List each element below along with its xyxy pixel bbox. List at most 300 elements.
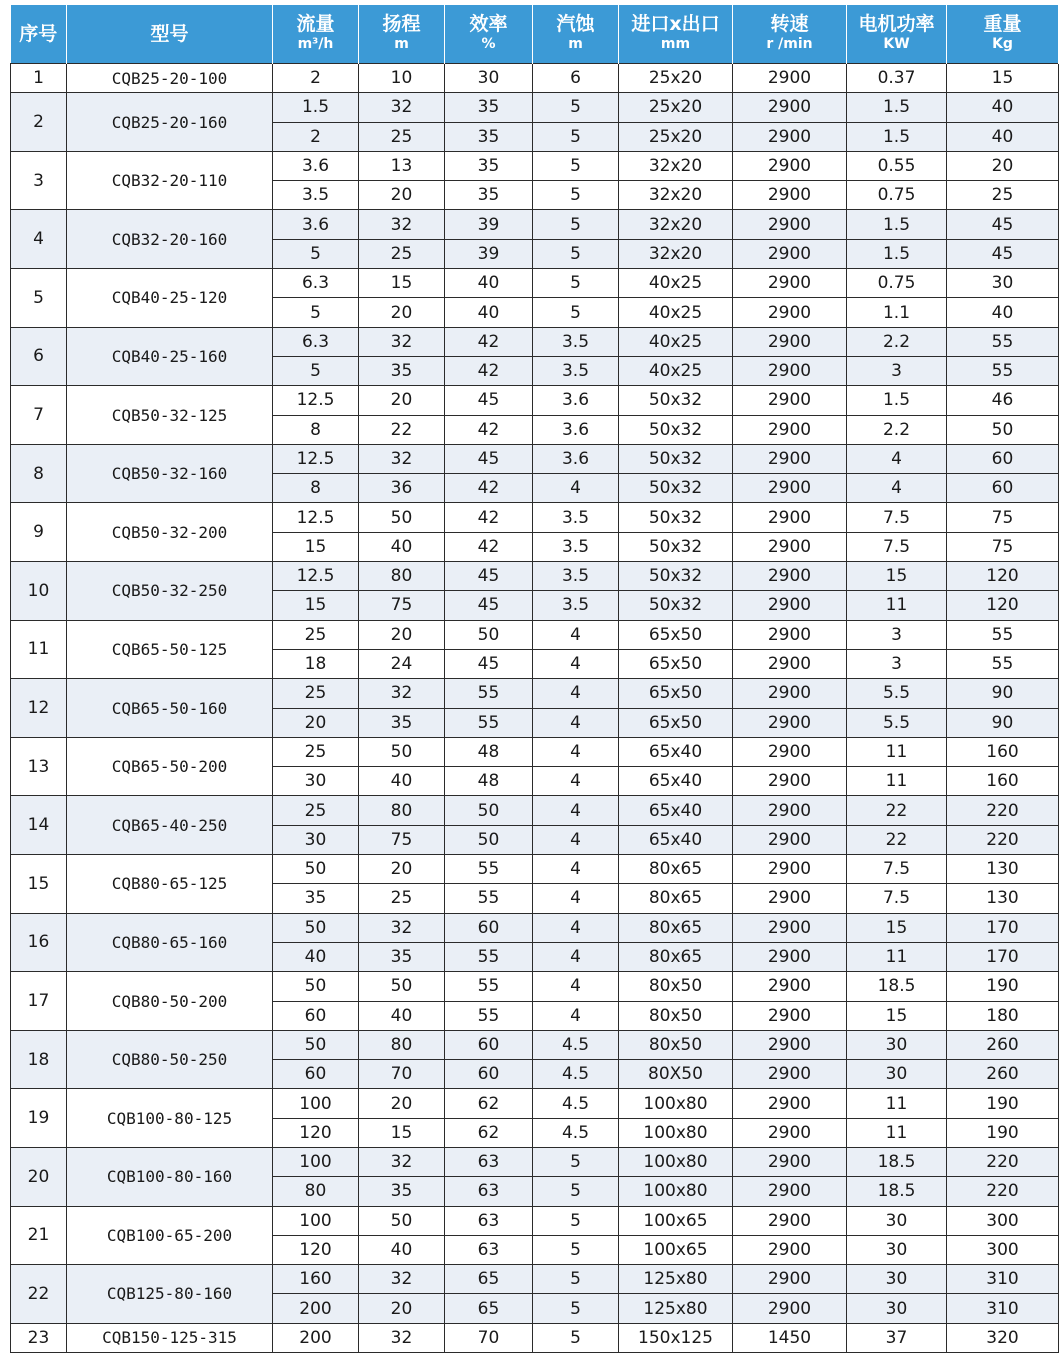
weight-cell: 55 bbox=[947, 649, 1059, 678]
header-no-label: 序号 bbox=[19, 23, 58, 45]
efficiency-cell: 55 bbox=[445, 942, 533, 971]
weight-cell: 120 bbox=[947, 591, 1059, 620]
efficiency-cell: 39 bbox=[445, 210, 533, 239]
npsh-cell: 4 bbox=[533, 913, 619, 942]
weight-cell: 220 bbox=[947, 796, 1059, 825]
efficiency-cell: 55 bbox=[445, 679, 533, 708]
speed-cell: 2900 bbox=[733, 532, 847, 561]
head-cell: 50 bbox=[359, 972, 445, 1001]
weight-cell: 40 bbox=[947, 298, 1059, 327]
flow-cell: 25 bbox=[273, 737, 359, 766]
efficiency-cell: 55 bbox=[445, 855, 533, 884]
model-cell: CQB32-20-160 bbox=[67, 210, 273, 269]
flow-cell: 8 bbox=[273, 474, 359, 503]
efficiency-cell: 63 bbox=[445, 1177, 533, 1206]
head-cell: 32 bbox=[359, 1323, 445, 1352]
inlet-outlet-cell: 65x50 bbox=[619, 679, 733, 708]
npsh-cell: 4 bbox=[533, 737, 619, 766]
weight-cell: 160 bbox=[947, 737, 1059, 766]
power-cell: 4 bbox=[847, 444, 947, 473]
head-cell: 32 bbox=[359, 1265, 445, 1294]
model-cell: CQB50-32-125 bbox=[67, 386, 273, 445]
speed-cell: 2900 bbox=[733, 1206, 847, 1235]
efficiency-cell: 42 bbox=[445, 474, 533, 503]
speed-cell: 2900 bbox=[733, 767, 847, 796]
header-inlet-outlet-label: 进口x出口 bbox=[631, 13, 720, 35]
flow-cell: 3.5 bbox=[273, 181, 359, 210]
efficiency-cell: 30 bbox=[445, 64, 533, 93]
header-power-label: 电机功率 bbox=[858, 13, 935, 35]
head-cell: 32 bbox=[359, 1147, 445, 1176]
npsh-cell: 3.6 bbox=[533, 444, 619, 473]
power-cell: 15 bbox=[847, 1001, 947, 1030]
efficiency-cell: 45 bbox=[445, 649, 533, 678]
efficiency-cell: 60 bbox=[445, 1060, 533, 1089]
power-cell: 3 bbox=[847, 649, 947, 678]
head-cell: 25 bbox=[359, 884, 445, 913]
efficiency-cell: 63 bbox=[445, 1206, 533, 1235]
head-cell: 75 bbox=[359, 591, 445, 620]
npsh-cell: 3.5 bbox=[533, 503, 619, 532]
inlet-outlet-cell: 65x40 bbox=[619, 737, 733, 766]
inlet-outlet-cell: 80x65 bbox=[619, 942, 733, 971]
inlet-outlet-cell: 100x65 bbox=[619, 1206, 733, 1235]
efficiency-cell: 35 bbox=[445, 181, 533, 210]
header-flow bbox=[273, 5, 359, 64]
weight-cell: 130 bbox=[947, 884, 1059, 913]
row-number-cell: 11 bbox=[11, 620, 67, 679]
inlet-outlet-cell: 65x50 bbox=[619, 708, 733, 737]
row-number-cell: 23 bbox=[11, 1323, 67, 1352]
inlet-outlet-cell: 65x50 bbox=[619, 649, 733, 678]
head-cell: 80 bbox=[359, 796, 445, 825]
head-cell: 32 bbox=[359, 93, 445, 122]
flow-cell: 2 bbox=[273, 122, 359, 151]
npsh-cell: 5 bbox=[533, 239, 619, 268]
head-cell: 20 bbox=[359, 298, 445, 327]
row-number-cell: 18 bbox=[11, 1030, 67, 1089]
power-cell: 3 bbox=[847, 356, 947, 385]
speed-cell: 2900 bbox=[733, 93, 847, 122]
speed-cell: 2900 bbox=[733, 972, 847, 1001]
row-number-cell: 7 bbox=[11, 386, 67, 445]
flow-cell: 160 bbox=[273, 1265, 359, 1294]
inlet-outlet-cell: 50x32 bbox=[619, 444, 733, 473]
npsh-cell: 5 bbox=[533, 298, 619, 327]
pump-spec-table bbox=[10, 5, 1059, 1353]
inlet-outlet-cell: 40x25 bbox=[619, 269, 733, 298]
efficiency-cell: 42 bbox=[445, 532, 533, 561]
npsh-cell: 4 bbox=[533, 972, 619, 1001]
npsh-cell: 4 bbox=[533, 474, 619, 503]
flow-cell: 15 bbox=[273, 532, 359, 561]
inlet-outlet-cell: 40x25 bbox=[619, 298, 733, 327]
head-cell: 70 bbox=[359, 1060, 445, 1089]
weight-cell: 60 bbox=[947, 474, 1059, 503]
header-flow-label: 流量 bbox=[296, 13, 335, 35]
model-cell: CQB80-65-125 bbox=[67, 855, 273, 914]
inlet-outlet-cell: 50x32 bbox=[619, 474, 733, 503]
model-cell: CQB80-65-160 bbox=[67, 913, 273, 972]
efficiency-cell: 45 bbox=[445, 386, 533, 415]
weight-cell: 55 bbox=[947, 327, 1059, 356]
npsh-cell: 4 bbox=[533, 708, 619, 737]
row-number-cell: 6 bbox=[11, 327, 67, 386]
efficiency-cell: 60 bbox=[445, 1030, 533, 1059]
npsh-cell: 4.5 bbox=[533, 1089, 619, 1118]
row-number-cell: 21 bbox=[11, 1206, 67, 1265]
flow-cell: 100 bbox=[273, 1147, 359, 1176]
head-cell: 22 bbox=[359, 415, 445, 444]
inlet-outlet-cell: 25x20 bbox=[619, 64, 733, 93]
weight-cell: 220 bbox=[947, 1147, 1059, 1176]
flow-cell: 2 bbox=[273, 64, 359, 93]
efficiency-cell: 50 bbox=[445, 620, 533, 649]
flow-cell: 12.5 bbox=[273, 444, 359, 473]
model-cell: CQB50-32-200 bbox=[67, 503, 273, 562]
power-cell: 30 bbox=[847, 1235, 947, 1264]
efficiency-cell: 70 bbox=[445, 1323, 533, 1352]
inlet-outlet-cell: 80x50 bbox=[619, 1001, 733, 1030]
power-cell: 2.2 bbox=[847, 327, 947, 356]
table-row bbox=[11, 737, 1059, 766]
efficiency-cell: 50 bbox=[445, 796, 533, 825]
flow-cell: 25 bbox=[273, 620, 359, 649]
head-cell: 32 bbox=[359, 679, 445, 708]
flow-cell: 6.3 bbox=[273, 327, 359, 356]
speed-cell: 2900 bbox=[733, 620, 847, 649]
weight-cell: 60 bbox=[947, 444, 1059, 473]
flow-cell: 25 bbox=[273, 679, 359, 708]
row-number-cell: 16 bbox=[11, 913, 67, 972]
head-cell: 80 bbox=[359, 1030, 445, 1059]
power-cell: 1.5 bbox=[847, 386, 947, 415]
power-cell: 22 bbox=[847, 796, 947, 825]
weight-cell: 30 bbox=[947, 269, 1059, 298]
efficiency-cell: 45 bbox=[445, 444, 533, 473]
speed-cell: 2900 bbox=[733, 679, 847, 708]
speed-cell: 2900 bbox=[733, 122, 847, 151]
weight-cell: 310 bbox=[947, 1294, 1059, 1323]
head-cell: 80 bbox=[359, 562, 445, 591]
weight-cell: 220 bbox=[947, 825, 1059, 854]
weight-cell: 300 bbox=[947, 1235, 1059, 1264]
weight-cell: 45 bbox=[947, 239, 1059, 268]
table-row bbox=[11, 620, 1059, 649]
flow-cell: 12.5 bbox=[273, 386, 359, 415]
npsh-cell: 4 bbox=[533, 679, 619, 708]
inlet-outlet-cell: 100x65 bbox=[619, 1235, 733, 1264]
efficiency-cell: 55 bbox=[445, 1001, 533, 1030]
npsh-cell: 3.5 bbox=[533, 327, 619, 356]
power-cell: 18.5 bbox=[847, 1147, 947, 1176]
flow-cell: 80 bbox=[273, 1177, 359, 1206]
efficiency-cell: 65 bbox=[445, 1294, 533, 1323]
speed-cell: 2900 bbox=[733, 1030, 847, 1059]
table-row bbox=[11, 210, 1059, 239]
model-cell: CQB100-80-125 bbox=[67, 1089, 273, 1148]
header-row bbox=[11, 5, 1059, 64]
row-number-cell: 17 bbox=[11, 972, 67, 1031]
efficiency-cell: 40 bbox=[445, 298, 533, 327]
row-number-cell: 4 bbox=[11, 210, 67, 269]
head-cell: 32 bbox=[359, 913, 445, 942]
weight-cell: 40 bbox=[947, 93, 1059, 122]
table-row bbox=[11, 679, 1059, 708]
npsh-cell: 3.6 bbox=[533, 415, 619, 444]
flow-cell: 6.3 bbox=[273, 269, 359, 298]
model-cell: CQB40-25-160 bbox=[67, 327, 273, 386]
power-cell: 11 bbox=[847, 942, 947, 971]
flow-cell: 1.5 bbox=[273, 93, 359, 122]
speed-cell: 2900 bbox=[733, 1147, 847, 1176]
inlet-outlet-cell: 32x20 bbox=[619, 181, 733, 210]
model-cell: CQB100-80-160 bbox=[67, 1147, 273, 1206]
row-number-cell: 10 bbox=[11, 562, 67, 621]
power-cell: 1.1 bbox=[847, 298, 947, 327]
inlet-outlet-cell: 80x65 bbox=[619, 913, 733, 942]
inlet-outlet-cell: 150x125 bbox=[619, 1323, 733, 1352]
power-cell: 1.5 bbox=[847, 210, 947, 239]
header-flow-unit: m³/h bbox=[297, 36, 334, 52]
npsh-cell: 3.5 bbox=[533, 532, 619, 561]
weight-cell: 310 bbox=[947, 1265, 1059, 1294]
table-row bbox=[11, 386, 1059, 415]
weight-cell: 160 bbox=[947, 767, 1059, 796]
efficiency-cell: 45 bbox=[445, 562, 533, 591]
efficiency-cell: 55 bbox=[445, 708, 533, 737]
head-cell: 13 bbox=[359, 151, 445, 180]
inlet-outlet-cell: 80x50 bbox=[619, 972, 733, 1001]
speed-cell: 2900 bbox=[733, 415, 847, 444]
inlet-outlet-cell: 25x20 bbox=[619, 93, 733, 122]
row-number-cell: 15 bbox=[11, 855, 67, 914]
power-cell: 7.5 bbox=[847, 855, 947, 884]
row-number-cell: 12 bbox=[11, 679, 67, 738]
efficiency-cell: 55 bbox=[445, 972, 533, 1001]
row-number-cell: 3 bbox=[11, 151, 67, 210]
npsh-cell: 5 bbox=[533, 210, 619, 239]
efficiency-cell: 62 bbox=[445, 1089, 533, 1118]
header-weight-label: 重量 bbox=[983, 13, 1022, 35]
flow-cell: 5 bbox=[273, 298, 359, 327]
head-cell: 20 bbox=[359, 181, 445, 210]
efficiency-cell: 63 bbox=[445, 1235, 533, 1264]
inlet-outlet-cell: 40x25 bbox=[619, 327, 733, 356]
row-number-cell: 5 bbox=[11, 269, 67, 328]
table-body bbox=[11, 64, 1059, 1353]
power-cell: 7.5 bbox=[847, 503, 947, 532]
head-cell: 35 bbox=[359, 1177, 445, 1206]
header-weight bbox=[947, 5, 1059, 64]
npsh-cell: 4.5 bbox=[533, 1030, 619, 1059]
speed-cell: 2900 bbox=[733, 356, 847, 385]
table-row bbox=[11, 503, 1059, 532]
speed-cell: 2900 bbox=[733, 942, 847, 971]
npsh-cell: 4 bbox=[533, 825, 619, 854]
flow-cell: 30 bbox=[273, 767, 359, 796]
inlet-outlet-cell: 100x80 bbox=[619, 1118, 733, 1147]
power-cell: 11 bbox=[847, 767, 947, 796]
efficiency-cell: 45 bbox=[445, 591, 533, 620]
header-no bbox=[11, 5, 67, 64]
inlet-outlet-cell: 50x32 bbox=[619, 532, 733, 561]
inlet-outlet-cell: 50x32 bbox=[619, 386, 733, 415]
speed-cell: 2900 bbox=[733, 181, 847, 210]
inlet-outlet-cell: 80X50 bbox=[619, 1060, 733, 1089]
flow-cell: 60 bbox=[273, 1001, 359, 1030]
header-power-unit: KW bbox=[883, 36, 910, 52]
power-cell: 15 bbox=[847, 913, 947, 942]
row-number-cell: 14 bbox=[11, 796, 67, 855]
speed-cell: 2900 bbox=[733, 327, 847, 356]
head-cell: 36 bbox=[359, 474, 445, 503]
header-power bbox=[847, 5, 947, 64]
efficiency-cell: 39 bbox=[445, 239, 533, 268]
weight-cell: 46 bbox=[947, 386, 1059, 415]
row-number-cell: 9 bbox=[11, 503, 67, 562]
model-cell: CQB25-20-160 bbox=[67, 93, 273, 152]
flow-cell: 60 bbox=[273, 1060, 359, 1089]
flow-cell: 120 bbox=[273, 1235, 359, 1264]
power-cell: 5.5 bbox=[847, 708, 947, 737]
model-cell: CQB25-20-100 bbox=[67, 64, 273, 93]
table-row bbox=[11, 1206, 1059, 1235]
header-head-unit: m bbox=[394, 36, 409, 52]
table-row bbox=[11, 562, 1059, 591]
npsh-cell: 5 bbox=[533, 1265, 619, 1294]
head-cell: 32 bbox=[359, 444, 445, 473]
header-model bbox=[67, 5, 273, 64]
inlet-outlet-cell: 80x65 bbox=[619, 855, 733, 884]
efficiency-cell: 60 bbox=[445, 913, 533, 942]
efficiency-cell: 42 bbox=[445, 356, 533, 385]
npsh-cell: 4 bbox=[533, 620, 619, 649]
efficiency-cell: 63 bbox=[445, 1147, 533, 1176]
npsh-cell: 5 bbox=[533, 1177, 619, 1206]
head-cell: 50 bbox=[359, 503, 445, 532]
power-cell: 30 bbox=[847, 1294, 947, 1323]
power-cell: 0.75 bbox=[847, 269, 947, 298]
power-cell: 4 bbox=[847, 474, 947, 503]
speed-cell: 2900 bbox=[733, 210, 847, 239]
table-row bbox=[11, 1323, 1059, 1352]
head-cell: 20 bbox=[359, 855, 445, 884]
speed-cell: 2900 bbox=[733, 1294, 847, 1323]
speed-cell: 2900 bbox=[733, 796, 847, 825]
inlet-outlet-cell: 125x80 bbox=[619, 1294, 733, 1323]
power-cell: 18.5 bbox=[847, 972, 947, 1001]
head-cell: 15 bbox=[359, 269, 445, 298]
table-row bbox=[11, 913, 1059, 942]
weight-cell: 90 bbox=[947, 708, 1059, 737]
head-cell: 50 bbox=[359, 737, 445, 766]
power-cell: 30 bbox=[847, 1265, 947, 1294]
model-cell: CQB65-50-125 bbox=[67, 620, 273, 679]
npsh-cell: 5 bbox=[533, 93, 619, 122]
inlet-outlet-cell: 80x50 bbox=[619, 1030, 733, 1059]
efficiency-cell: 65 bbox=[445, 1265, 533, 1294]
npsh-cell: 3.5 bbox=[533, 591, 619, 620]
npsh-cell: 6 bbox=[533, 64, 619, 93]
weight-cell: 55 bbox=[947, 356, 1059, 385]
flow-cell: 120 bbox=[273, 1118, 359, 1147]
weight-cell: 300 bbox=[947, 1206, 1059, 1235]
power-cell: 37 bbox=[847, 1323, 947, 1352]
table-row bbox=[11, 444, 1059, 473]
speed-cell: 2900 bbox=[733, 884, 847, 913]
table-row bbox=[11, 93, 1059, 122]
table-header bbox=[11, 5, 1059, 64]
npsh-cell: 5 bbox=[533, 1206, 619, 1235]
weight-cell: 20 bbox=[947, 151, 1059, 180]
speed-cell: 2900 bbox=[733, 913, 847, 942]
flow-cell: 8 bbox=[273, 415, 359, 444]
header-inlet-outlet-unit: mm bbox=[660, 36, 691, 52]
speed-cell: 2900 bbox=[733, 239, 847, 268]
model-cell: CQB65-50-200 bbox=[67, 737, 273, 796]
efficiency-cell: 62 bbox=[445, 1118, 533, 1147]
header-efficiency-unit: % bbox=[481, 36, 496, 52]
head-cell: 20 bbox=[359, 620, 445, 649]
weight-cell: 120 bbox=[947, 562, 1059, 591]
power-cell: 11 bbox=[847, 591, 947, 620]
power-cell: 0.75 bbox=[847, 181, 947, 210]
table-row bbox=[11, 796, 1059, 825]
power-cell: 0.37 bbox=[847, 64, 947, 93]
flow-cell: 3.6 bbox=[273, 210, 359, 239]
table-row bbox=[11, 1147, 1059, 1176]
header-efficiency-label: 效率 bbox=[469, 13, 508, 35]
flow-cell: 30 bbox=[273, 825, 359, 854]
flow-cell: 50 bbox=[273, 855, 359, 884]
model-cell: CQB65-40-250 bbox=[67, 796, 273, 855]
head-cell: 20 bbox=[359, 1294, 445, 1323]
power-cell: 30 bbox=[847, 1206, 947, 1235]
weight-cell: 15 bbox=[947, 64, 1059, 93]
efficiency-cell: 35 bbox=[445, 122, 533, 151]
header-model-label: 型号 bbox=[150, 23, 189, 45]
head-cell: 40 bbox=[359, 1001, 445, 1030]
speed-cell: 1450 bbox=[733, 1323, 847, 1352]
inlet-outlet-cell: 40x25 bbox=[619, 356, 733, 385]
speed-cell: 2900 bbox=[733, 708, 847, 737]
flow-cell: 3.6 bbox=[273, 151, 359, 180]
head-cell: 25 bbox=[359, 239, 445, 268]
speed-cell: 2900 bbox=[733, 151, 847, 180]
npsh-cell: 5 bbox=[533, 181, 619, 210]
model-cell: CQB40-25-120 bbox=[67, 269, 273, 328]
head-cell: 32 bbox=[359, 210, 445, 239]
head-cell: 40 bbox=[359, 1235, 445, 1264]
weight-cell: 40 bbox=[947, 122, 1059, 151]
npsh-cell: 5 bbox=[533, 1323, 619, 1352]
inlet-outlet-cell: 32x20 bbox=[619, 210, 733, 239]
table-row bbox=[11, 855, 1059, 884]
model-cell: CQB125-80-160 bbox=[67, 1265, 273, 1324]
speed-cell: 2900 bbox=[733, 298, 847, 327]
npsh-cell: 3.5 bbox=[533, 562, 619, 591]
inlet-outlet-cell: 50x32 bbox=[619, 562, 733, 591]
head-cell: 15 bbox=[359, 1118, 445, 1147]
npsh-cell: 5 bbox=[533, 151, 619, 180]
head-cell: 24 bbox=[359, 649, 445, 678]
table-row bbox=[11, 972, 1059, 1001]
power-cell: 11 bbox=[847, 1118, 947, 1147]
weight-cell: 260 bbox=[947, 1030, 1059, 1059]
speed-cell: 2900 bbox=[733, 649, 847, 678]
power-cell: 7.5 bbox=[847, 884, 947, 913]
